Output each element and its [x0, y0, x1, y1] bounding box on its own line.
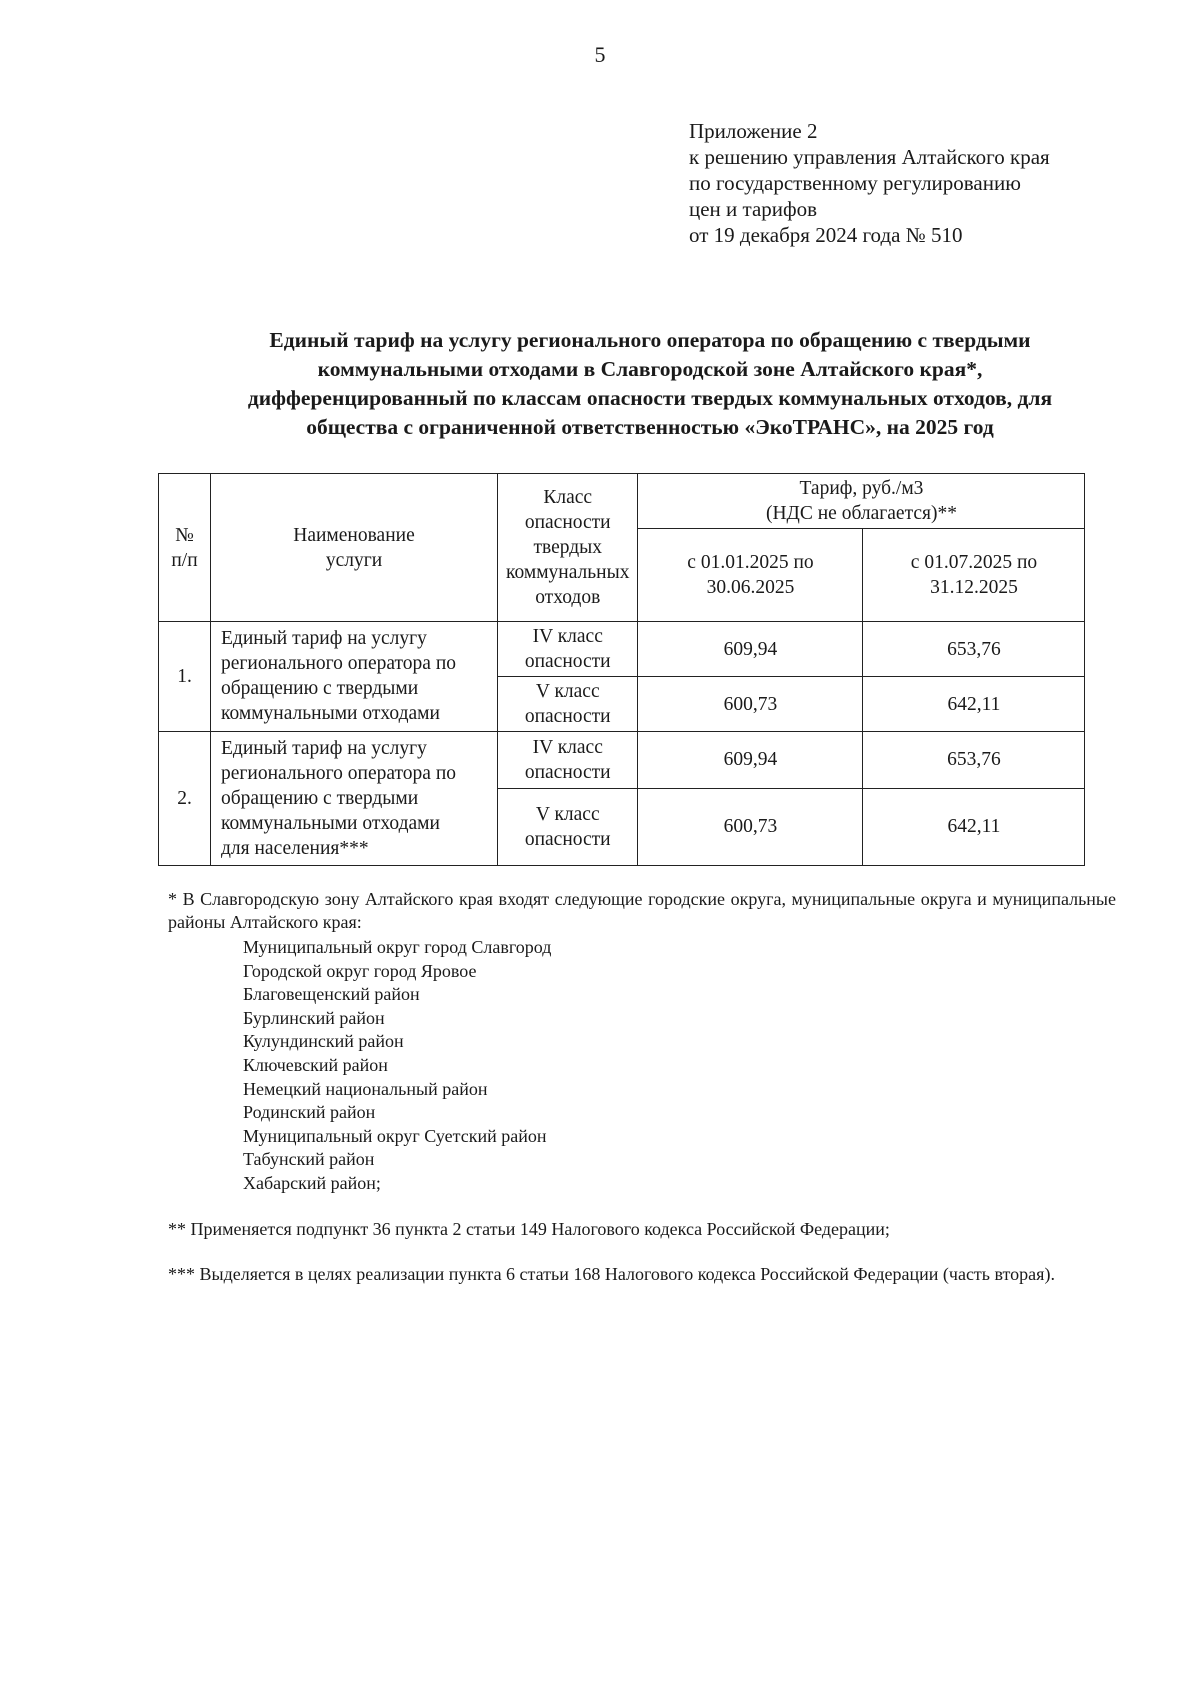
hazard-class-text: опасности: [524, 706, 611, 727]
hazard-class-text: опасности: [524, 761, 611, 783]
row-number: 1.: [159, 622, 211, 732]
footnotes: [168, 888, 1116, 1286]
tariff-value: 609,94: [638, 732, 863, 789]
hazard-class-text: IV класс: [532, 626, 603, 647]
header-text: (НДС не облагается)**: [765, 503, 957, 524]
header-text: Тариф, руб./м3: [799, 478, 924, 499]
tariff-value: 653,76: [863, 732, 1085, 789]
header-text: отходов: [535, 587, 601, 608]
appendix-line: по государственному регулированию: [689, 171, 1021, 195]
district-list: [243, 936, 1116, 1196]
header-period-2: [863, 529, 1085, 622]
tariff-value: 609,94: [638, 622, 863, 677]
footnote-vat: ** Применяется подпункт 36 пункта 2 статьи 149 Налогового кодекса Российской Федерации;: [168, 1218, 890, 1239]
footnote-population: *** Выделяется в целях реализации пункта 6 статьи 168 Налогового кодекса Российской Федерации (часть вторая).: [168, 1263, 1055, 1284]
title-line: общества с ограниченной ответственностью «ЭкоТРАНС», на 2025 год: [306, 415, 994, 439]
service-name-line: регионального оператора по: [221, 763, 457, 784]
service-name-line: для населения***: [221, 838, 369, 859]
footnote-zone: * В Славгородскую зону Алтайского края входят следующие городские округа, муниципальные округа и муниципальные районы Алтайского края:: [168, 889, 1116, 932]
tariff-table: [158, 473, 1085, 866]
service-name: Единый тариф на услугу регионального оператора по обращению с твердыми коммунальными отходами: [211, 622, 498, 732]
district-item: Благовещенский район: [243, 984, 420, 1005]
appendix-line: Приложение 2: [689, 119, 818, 143]
hazard-class-cell: [498, 732, 638, 789]
table-row: [159, 732, 1085, 789]
district-item: Немецкий национальный район: [243, 1078, 488, 1099]
header-text: с 01.01.2025 по: [687, 552, 814, 573]
header-text: 30.06.2025: [706, 577, 795, 598]
district-item: Муниципальный округ город Славгород: [243, 937, 552, 957]
header-text: 31.12.2025: [930, 577, 1018, 598]
table-header-row: [159, 474, 1085, 529]
header-text: услуги: [325, 549, 383, 571]
header-text: №: [175, 524, 194, 546]
hazard-class-text: опасности: [524, 828, 611, 850]
tariff-value: 653,76: [863, 622, 1085, 677]
tariff-value: 600,73: [638, 677, 863, 732]
header-text: коммунальных: [506, 562, 630, 583]
header-text: Класс: [543, 487, 593, 508]
header-text: Наименование: [293, 524, 415, 546]
district-item: Городской округ город Яровое: [243, 960, 477, 981]
hazard-class-cell: [498, 622, 638, 677]
header-hazard-class: [498, 474, 638, 622]
service-name-line: коммунальными отходами: [221, 813, 440, 834]
title-line: Единый тариф на услугу регионального оператора по обращению с твердыми: [269, 328, 1031, 352]
header-text: опасности: [524, 512, 611, 533]
district-item: Родинский район: [243, 1102, 376, 1123]
hazard-class-text: опасности: [524, 651, 611, 672]
header-period-1: [638, 529, 863, 622]
title-line: дифференцированный по классам опасности твердых коммунальных отходов, для: [247, 386, 1053, 410]
table-row: [159, 622, 1085, 677]
header-service-name: [211, 474, 498, 622]
row-number: 2.: [159, 732, 211, 866]
district-item: Хабарский район;: [243, 1172, 381, 1193]
tariff-value: 600,73: [638, 788, 863, 865]
title-line: коммунальными отходами в Славгородской зоне Алтайского края*,: [317, 357, 983, 381]
service-name-line: обращению с твердыми: [221, 788, 419, 809]
hazard-class-text: IV класс: [532, 736, 603, 758]
district-item: Табунский район: [243, 1149, 375, 1170]
header-text: с 01.07.2025 по: [910, 552, 1038, 573]
hazard-class-text: V класс: [535, 681, 600, 702]
appendix-line: к решению управления Алтайского края: [689, 145, 1050, 169]
district-item: Кулундинский район: [243, 1031, 404, 1052]
hazard-class-cell: [498, 677, 638, 732]
tariff-value: 642,11: [863, 677, 1085, 732]
header-text: п/п: [171, 549, 198, 571]
tariff-value: 642,11: [863, 788, 1085, 865]
header-text: твердых: [533, 537, 602, 558]
header-tariff: [638, 474, 1085, 529]
header-num: [159, 474, 211, 622]
hazard-class-text: V класс: [535, 803, 600, 825]
service-name: [211, 732, 498, 866]
document-title: [150, 326, 1150, 442]
appendix-line: цен и тарифов: [689, 197, 818, 221]
page-number: 5: [594, 42, 606, 67]
hazard-class-cell: [498, 788, 638, 865]
service-name-line: Единый тариф на услугу: [221, 738, 427, 759]
appendix-header: [689, 118, 1050, 248]
district-item: Бурлинский район: [243, 1007, 385, 1028]
district-item: Ключевский район: [243, 1054, 388, 1075]
appendix-line: от 19 декабря 2024 года № 510: [689, 223, 963, 247]
district-item: Муниципальный округ Суетский район: [243, 1125, 547, 1146]
